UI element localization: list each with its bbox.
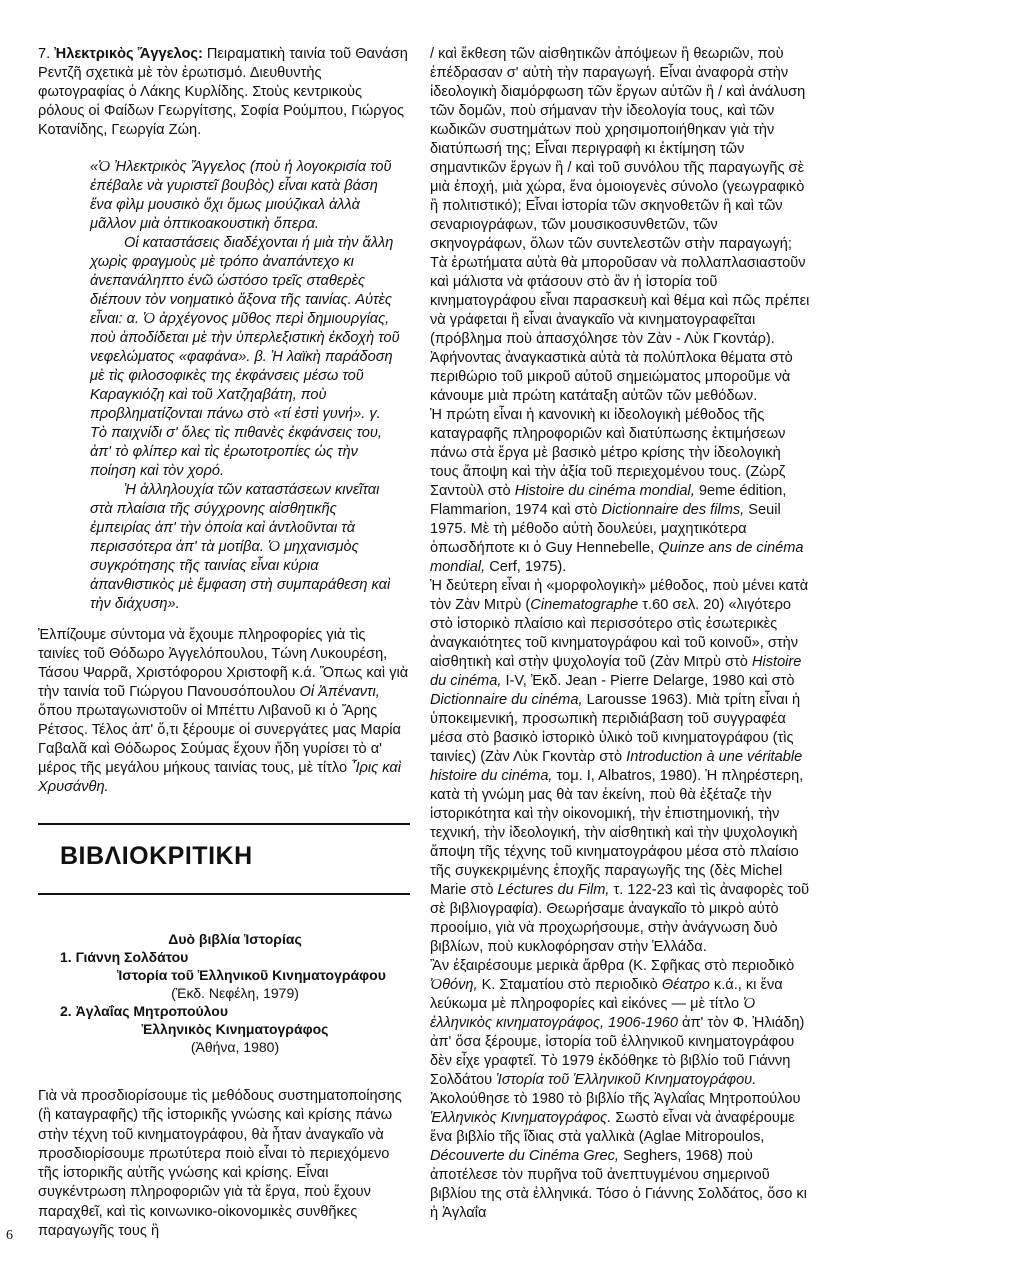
book-title: Histoire du cinéma, (430, 654, 802, 689)
right-paragraph: Ἂν ἐξαιρέσουμε μερικὰ ἄρθρα (Κ. Σφῆκας στὸ περιοδικὸ Ὀθόνη, Κ. Σταματίου στὸ περιοδικὸ Θέατρο κ.ά., κι ἕνα λεύκωμα μὲ πληροφορίες καὶ εἰκόνες — μὲ τίτλο Ὁ ἑλληνικὸς κινηματογράφος, 1906-1960 ἀπ' τὸν Φ. Ἠλιάδη) ἀπ' ὅσα ξέρουμε, ἱστορία τοῦ ἑλληνικοῦ κινηματογράφου δὲν εἶχε γραφτεῖ. Τὸ 1979 ἐκδόθηκε τὸ βιβλίο τοῦ Γιάννη Σολδάτου Ἱστορία τοῦ Ἑλληνικοῦ Κινηματογράφου. Ἀκολούθησε τὸ 1980 τὸ βιβλίο τῆς Ἀγλαΐας Μητροπούλου Ἑλληνικὸς Κινηματογράφος. Σωστὸ εἶναι νὰ ἀναφέρουμε ἕνα βιβλίο τῆς ἴδιας στὰ γαλλικὰ (Aglae Mitropoulos, Découverte du Cinéma Grec, Seghers, 1968) ποὺ ἀποτέλεσε τὸν πυρῆνα τοῦ ἀνεπτυγμένου σημερινοῦ βιβλίου της στὰ ἑλληνικά. Τόσο ὁ Γιάννης Σολδάτος, ὅσο κι ἡ Ἀγλαΐα (430, 958, 807, 1221)
book-title: Découverte du Cinéma Grec, (430, 1148, 619, 1164)
right-paragraph: Ἡ πρώτη εἶναι ἡ κανονικὴ κι ἰδεολογικὴ μέθοδος τῆς καταγραφῆς πληροφοριῶν καὶ διατύπωσης ἐκτιμήσεων πάνω στὰ ἔργα μὲ βασικὸ μέτρο κρίσης τὴν ἰδεολογικὴ τους ἄποψη καὶ τὴν ἀξία τοῦ περιεχομένου τους. (Ζὼρζ Σαντοὺλ στὸ Histoire du cinéma mondial, 9eme édition, Flammarion, 1974 καὶ στὸ Dictionnaire des films, Seuil 1975. Μὲ τὴ μέθοδο αὐτὴ δουλεύει, μαχητικότερα ὁπωσδήποτε κι ὁ Guy Hennebelle, Quinze ans de cinéma mondial, Cerf, 1975). (430, 407, 804, 575)
book-title: Ἑλληνικὸς Κινηματογράφος. (430, 1110, 612, 1126)
book-title: Cinematographe (530, 597, 639, 613)
book-entry-1: 1. Γιάννη Σολδάτου (60, 949, 189, 965)
item-number: 7. (38, 46, 51, 62)
closing-paragraph: Ἐλπίζουμε σύντομα νὰ ἔχουμε πληροφορίες γιὰ τὶς ταινίες τοῦ Θόδωρο Ἀγγελόπουλου, Τώνη Λυκουρέση, Τάσου Ψαρρᾶ, Χριστόφορου Χριστοφῆ κ.ά. Ὅπως καὶ γιὰ τὴν ταινία τοῦ Γιώργου Πανουσόπουλου Οἱ Ἀπέναντι, ὅπου πρωταγωνιστοῦν οἱ Μπέττυ Λιβανοῦ κι ὁ Ἄρης Ρέτσος. Τέλος ἀπ' ὅ,τι ξέρουμε οἱ συνεργάτες μας Μαρία Γαβαλᾶ καὶ Θόδωρος Σούμας ἔχουν ἤδη γυρίσει τὸ α' μέρος τῆς μεγάλου μήκους ταινίας τους, μὲ τίτλο Ἶρις καὶ Χρυσάνθη. (38, 627, 409, 795)
book-publisher-1: (Ἐκδ. Νεφέλη, 1979) (171, 985, 299, 1001)
quote-paragraph: «Ὁ Ἠλεκτρικὸς Ἄγγελος (ποὺ ἡ λογοκρισία τοῦ ἐπέβαλε νὰ γυριστεῖ βουβὸς) εἶναι κατὰ βάση ἕνα φὶλμ μουσικὸ ὄχι ὅμως μιούζικαλ ἀλλὰ μᾶλλον μιὰ ὀπτικοακουστικὴ ὄπερα. (90, 159, 392, 232)
book-list (60, 930, 410, 1056)
book-publisher-2: (Ἀθήνα, 1980) (190, 1039, 280, 1055)
section-rule-top (38, 823, 410, 825)
book-title: Léctures du Film, (497, 882, 610, 898)
item-text: Πειραματικὴ ταινία τοῦ Θανάση Ρεντζῆ σχετικὰ μὲ τὸν ἐρωτισμό. Διευθυντὴς φωτογραφίας ὁ Λάκης Κυρλίδης. Στοὺς κεντρικοὺς ρόλους οἱ Φαίδων Γεωργίτσης, Σοφία Ρούμπου, Γιώργος Κοτανίδης, Γεωργία Ζώη. (38, 46, 408, 138)
periodical-title: Ὀθόνη, (430, 977, 478, 993)
periodical-title: Θέατρο (661, 977, 710, 993)
left-column (38, 45, 410, 797)
quote-paragraph: Ἡ ἀλληλουχία τῶν καταστάσεων κινεῖται στὰ πλαίσια τῆς σύγχρονης αἰσθητικῆς ἐμπειρίας ἀπ' τὴν ὁποία καὶ ἀντλοῦνται τὰ περισσότερα ἀπ' τὰ μοτίβα. Ὁ μηχανισμὸς συγκρότησης τῆς ταινίας εἶναι κύρια ἀπανθιστικὸς μὲ ἔμφαση στὴ συμπαράθεση καὶ τὴν διάχυση». (90, 482, 391, 612)
quote-paragraph: Οἱ καταστάσεις διαδέχονται ἡ μιὰ τὴν ἄλλη χωρὶς φραγμοὺς μὲ τρόπο ἀναπάντεχο κι ἀνεπανάληπτο ἐνῶ ὡστόσο τρεῖς σταθερὲς διέπουν τὸν νοηματικὸ ἄξονα τῆς ταινίας. Αὐτὲς εἶναι: α. Ὁ ἀρχέγονος μῦθος περὶ δημιουργίας, ποὺ ἀποδίδεται μὲ τὴν ὑπερλεξιστικὴ ἐκδοχὴ τοῦ νεφελώματος «φαφάνα». β. Ἡ λαϊκὴ παράδοση μὲ τὶς φιλοσοφικὲς της ἐκφάνσεις μέσω τοῦ Καραγκιόζη καὶ τοῦ Χατζηαβάτη, ποὺ προβληματίζονται πάνω στὸ «τί ἐστὶ γυνή». γ. Τὸ παιχνίδι σ' ὅλες τὶς πιθανὲς ἐκφάνσεις του, ἀπ' τὸ φλίπερ καὶ τὶς ἐρωτοτροπίες ὡς τὴν ποίηση καὶ τὸν χορό. (90, 235, 400, 479)
book-title: Quinze ans de cinéma mondial, (430, 540, 804, 575)
film-quote (90, 158, 400, 614)
book-title-1: Ἱστορία τοῦ Ἑλληνικοῦ Κινηματογράφου (117, 967, 386, 983)
book-entry-2: 2. Ἀγλαΐας Μητροπούλου (60, 1003, 228, 1019)
book-title: Dictionnaire des films, (601, 502, 745, 518)
right-paragraph: Ἀφήνοντας ἀναγκαστικὰ αὐτὰ τὰ πολύπλοκα θέματα στὸ περιθώριο τοῦ μικροῦ αὐτοῦ σημειώματος μποροῦμε νὰ κάνουμε μιὰ πρώτη κατάταξη αὐτῶν τῶν μεθόδων. (430, 350, 793, 404)
section-rule-bottom (38, 893, 410, 895)
film-title: Ἶρις καὶ Χρυσάνθη. (38, 760, 401, 795)
book-title: Histoire du cinéma mondial, (514, 483, 695, 499)
book-title: Ἱστορία τοῦ Ἑλληνικοῦ Κινηματογράφου. (496, 1072, 757, 1088)
review-intro: Γιὰ νὰ προσδιορίσουμε τὶς μεθόδους συστηματοποίησης (ἢ καταγραφῆς) τῆς ἱστορικῆς γνώσης καὶ κρίσης πάνω στὴν τέχνη τοῦ κινηματογράφου, θὰ ἦταν ἀναγκαῖο νὰ προσδιορίσουμε πρωτύτερα ποιὸ εἶναι τὸ περιεχόμενο τῆς ἱστορικῆς αὐτῆς γνώσης καὶ κρίσης. Εἶναι συγκέντρωση πληροφοριῶν γιὰ τὰ ἔργα, ποὺ ἔχουν παραχθεῖ, καὶ τὶς κοινωνικο-οἰκονομικὲς συνθῆκες παραγωγῆς τους ἢ (38, 1088, 402, 1240)
book-title-2: Ἑλληνικὸς Κινηματογράφος (141, 1021, 329, 1037)
right-column (430, 45, 812, 1223)
section-title: ΒΙΒΛΙΟΚΡΙΤΙΚΗ (60, 842, 253, 870)
book-title: Ὁ ἑλληνικὸς κινηματογράφος, 1906-1960 (430, 996, 756, 1031)
item-title: Ἠλεκτρικὸς Ἄγγελος: (54, 46, 203, 62)
book-title: Introduction à une véritable histoire du cinéma, (430, 749, 803, 784)
film-title: Οἱ Ἀπέναντι, (299, 684, 380, 700)
page-number: 6 (6, 1228, 13, 1243)
book-title: Dictionnaire du cinéma, (430, 692, 583, 708)
item-7-description (38, 45, 410, 140)
right-paragraph: Ἡ δεύτερη εἶναι ἡ «μορφολογικὴ» μέθοδος, ποὺ μένει κατὰ τὸν Ζὰν Μιτρὺ (Cinematographe τ.60 σελ. 20) «λιγότερο στὸ ἱστορικὸ πλαίσιο καὶ περισσότερο στὶς ἐσωτερικὲς ἀναγκαιότητες τοῦ κινηματογράφου καὶ τοῦ κοινοῦ», στὴν αἰσθητικὴ καὶ στὴν ψυχολογία τοῦ (Ζὰν Μιτρὺ στὸ Histoire du cinéma, I-V, Ἐκδ. Jean - Pierre Delarge, 1980 καὶ στὸ Dictionnaire du cinéma, Larousse 1963). Μιὰ τρίτη εἶναι ἡ ὑποκειμενική, προσωπικὴ περιδιάβαση τοῦ συγγραφέα μέσα στὸ βασικὸ ἱστορικὸ ὑλικὸ τοῦ κινηματογράφου (τὶς ταινίες) (Ζὰν Λὺκ Γκοντὰρ στὸ Introduction à une véritable histoire du cinéma, τομ. I, Albatros, 1980). Ἡ πληρέστερη, κατὰ τὴ γνώμη μας θὰ ταν ἐκείνη, ποὺ θὰ ἐξέταζε τὴν ἱστορικότητα καὶ τὴν οἰκονομική, τὴν ἐπιστημονική, τὴν τεχνική, τὴν ἰδεολογική, τὴν αἰσθητικὴ καὶ τὴν ψυχολογικὴ ἄποψη τῆς τέχνης τοῦ κινηματογράφου μέσα στὸ πλαίσιο τῆς συγκεκριμένης ἐποχῆς παραγωγῆς της (δὲς Michel Marie στὸ Léctures du Film, τ. 122-23 καὶ τὶς ἀναφορὲς τοῦ σὲ βιβλιογραφία). Θεωρήσαμε ἀναγκαῖο τὸ μικρὸ αὐτὸ προοίμιο, γιὰ νὰ προχωρήσουμε, στὴν ἀνάγνωση δυὸ βιβλίων, ποὺ κυκλοφόρησαν στὴν Ἑλλάδα. (430, 578, 810, 955)
right-paragraph: / καὶ ἔκθεση τῶν αἰσθητικῶν ἀπόψεων ἢ θεωριῶν, ποὺ ἐπέδρασαν σ' αὐτὴ τὴν παραγωγή. Εἶναι ἀναφορὰ στὴν ἰδεολογικὴ διαμόρφωση τῶν ἔργων αὐτῶν ἢ / καὶ ἀνάλυση τῶν δομῶν, ποὺ σήμαναν τὴν ἰδεολογία τους, καὶ τῶν κωδικῶν συστημάτων ποὺ χρησιμοποιήθηκαν γιὰ τὴν διατύπωσή της; Εἶναι περιγραφὴ κι ἐκτίμηση τῶν σημαντικῶν ἔργων ἢ / καὶ τοῦ συνόλου τῆς παραγωγῆς σὲ μιὰ ἐποχή, μιὰ χώρα, ἕνα ὁμοιογενὲς σύνολο (γεωγραφικὸ ἢ πολιτιστικό); Εἶναι ἱστορία τῶν σκηνοθετῶν ἢ καὶ τῶν σεναριογράφων, τῶν μουσικοσυνθετῶν, τῶν σκηνογράφων, ὅλων τῶν συντελεστῶν στὴν παραγωγή; Τὰ ἐρωτήματα αὐτὰ θὰ μποροῦσαν νὰ πολλαπλασιαστοῦν καὶ μάλιστα νὰ φτάσουν στὸ ἂν ἡ ἱστορία τοῦ κινηματογράφου εἶναι παρασκευὴ καὶ θέμα καὶ πῶς πρέπει νὰ γράφεται ἢ εἶναι ἀναγκαῖο νὰ κινηματογραφεῖται (πρόβλημα ποὺ ἀπασχόλησε τὸν Ζὰν - Λὺκ Γκοντάρ). (430, 46, 810, 347)
book-list-heading: Δυὸ βιβλία Ἱστορίας (168, 931, 302, 947)
